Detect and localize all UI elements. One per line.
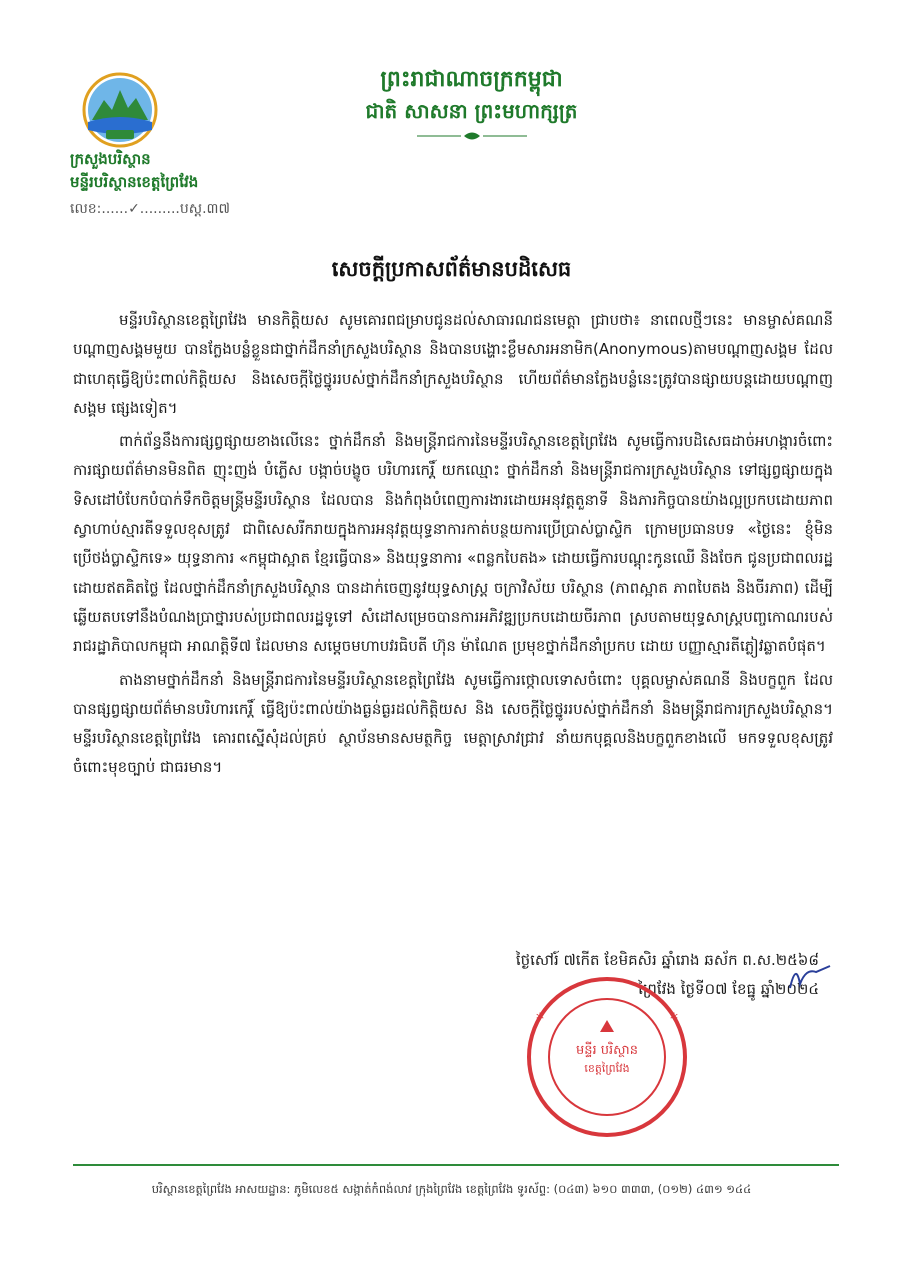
paragraph-1: មន្ទីរបរិស្ថានខេត្តព្រៃវែង មានកិត្តិយស សូមគោរពជម្រាបជូនដល់សាធារណជនមេត្តា ជ្រាបថា៖ នាពេលថ្មីៗនេះ មានម្ចាស់គណនីបណ្តាញសង្គមមួយ បានក្លែងបន្លំខ្លួនជាថ្នាក់ដឹកនាំក្រសួងបរិស្ថាន និងបានបង្ហោះខ្លឹមសារអនាមិក(Anonymous)តាមបណ្តាញសង្គម ដែលជាហេតុធ្វើឱ្យប៉ះពាល់កិត្តិយស និងសេចក្តីថ្លៃថ្នូររបស់ថ្នាក់ដឹកនាំក្រសួងបរិស្ថាន ហើយព័ត៌មានក្លែងបន្លំនេះត្រូវបានផ្សាយបន្តដោយបណ្តាញសង្គម ផ្សេងទៀត។	[73, 311, 833, 417]
ministry-name: ក្រសួងបរិស្ថាន	[70, 150, 151, 168]
footer-address: បរិស្ថានខេត្តព្រៃវែង អាសយដ្ឋាន: ភូមិលេខ៥ សង្កាត់កំពង់លាវ ក្រុងព្រៃវែង ខេត្តព្រៃវែង ទូរស័ព្ទ: (០៤៣) ៦១០ ៣៣៣, (០១២) ៤៣១ ១៤៤	[151, 1182, 752, 1196]
seal-text-mid: ខេត្តព្រៃវែង	[584, 1062, 630, 1075]
lunar-date: ថ្ងៃសៅរ៍ ៧កើត ខែមិគសិរ ឆ្នាំរោង ឆស័ក ព.ស.២៥៦៨	[515, 951, 819, 969]
kingdom-name: ព្រះរាជាណាចក្រកម្ពុជា	[380, 67, 563, 92]
department-name: មន្ទីរបរិស្ថានខេត្តព្រៃវែង	[70, 173, 199, 191]
paragraph-2: ពាក់ព័ន្ធនឹងការផ្សព្វផ្សាយខាងលើនេះ ថ្នាក់ដឹកនាំ និងមន្ត្រីរាជការនៃមន្ទីរបរិស្ថានខេត្តព្រៃវែង សូមធ្វើការបដិសេធដាច់អហង្ការចំពោះការផ្សាយព័ត៌មានមិនពិត ញុះញង់ បំភ្លើស បង្កាច់បង្ខូច បរិហារកេរ្តិ៍ យកឈ្មោះ ថ្នាក់ដឹកនាំ និងមន្ត្រីរាជការក្រសួងបរិស្ថាន ទៅផ្សព្វផ្សាយក្នុងទិសដៅបំបែកបំបាក់ទឹកចិត្តមន្ត្រីមន្ទីរបរិស្ថាន ដែលបាន និងកំពុងបំពេញការងារដោយអនុវត្តតួនាទី និងភារកិច្ចបានយ៉ាងល្អប្រកបដោយភាពស្វាហាប់ស្មារតីទទួលខុសត្រូវ ជាពិសេសរីករាយក្នុងការអនុវត្តយុទ្ធនាការកាត់បន្ថយការប្រើប្រាស់ប្លាស្ទិក ក្រោមប្រធានបទ «ថ្ងៃនេះ ខ្ញុំមិនប្រើថង់ប្លាស្ទិកទេ» យុទ្ធនាការ «កម្ពុជាស្អាត ខ្មែរធ្វើបាន» និងយុទ្ធនាការ «ពន្លកបៃតង» ដោយធ្វើការបណ្តុះកូនឈើ និងចែក ជូនប្រជាពលរដ្ឋដោយឥតគិតថ្លៃ ដែលថ្នាក់ដឹកនាំក្រសួងបរិស្ថាន បានដាក់ចេញនូវយុទ្ធសាស្ត្រ ចក្រាវិស័យ បរិស្ថាន (ភាពស្អាត ភាពបៃតង និងចីរភាព) ដើម្បីឆ្លើយតបទៅនឹងបំណងប្រាថ្នារបស់ប្រជាពលរដ្ឋទូទៅ សំដៅសម្រេចបានការអភិវឌ្ឍប្រកបដោយចីរភាព ស្របតាមយុទ្ធសាស្ត្របញ្ចកោណរបស់រាជរដ្ឋាភិបាលកម្ពុជា អាណត្តិទី៧ ដែលមាន សម្តេចមហាបវរធិបតី ហ៊ុន ម៉ាណែត ប្រមុខថ្នាក់ដឹកនាំប្រកប ដោយ បញ្ញាស្មារតីភ្លៀវឆ្លាតបំផុត។	[73, 432, 833, 656]
seal-text-top: មន្ទីរ បរិស្ថាន	[576, 1043, 638, 1058]
reference-number: លេខ:......✓.........បស្ត.៣៧	[70, 201, 230, 217]
solar-date: ព្រៃវែង ថ្ងៃទី០៧ ខែធ្នូ ឆ្នាំ២០២៤	[638, 980, 819, 998]
signature	[786, 958, 836, 994]
document-body	[73, 306, 833, 783]
paragraph-3: តាងនាមថ្នាក់ដឹកនាំ និងមន្ត្រីរាជការនៃមន្ទីរបរិស្ថានខេត្តព្រៃវែង សូមធ្វើការថ្កោលទោសចំពោះ បុគ្គលម្ចាស់គណនី និងបក្ខពួក ដែលបានផ្សព្វផ្សាយព័ត៌មានបរិហារកេរ្តិ៍ ធ្វើឱ្យប៉ះពាល់យ៉ាងធ្ងន់ធ្ងរដល់កិត្តិយស និង សេចក្តីថ្លៃថ្នូររបស់ថ្នាក់ដឹកនាំ និងមន្ត្រីរាជការក្រសួងបរិស្ថាន។ មន្ទីរបរិស្ថានខេត្តព្រៃវែង គោរពស្នើសុំដល់គ្រប់ ស្ថាប័នមានសមត្ថកិច្ច មេត្តាស្រាវជ្រាវ នាំយកបុគ្គលនិងបក្ខពួកខាងលើ មកទទួលខុសត្រូវចំពោះមុខច្បាប់ ជាធរមាន។	[73, 670, 833, 777]
document-title: សេចក្តីប្រកាសព័ត៌មានបដិសេធ	[331, 257, 572, 281]
divider-ornament	[417, 130, 527, 142]
kingdom-motto	[0, 64, 903, 142]
svg-text:*: *	[670, 1009, 678, 1028]
footer-divider	[73, 1164, 839, 1166]
nation-religion-king: ជាតិ សាសនា ព្រះមហាក្សត្រ	[365, 99, 578, 123]
svg-text:*: *	[536, 1009, 544, 1028]
official-seal	[522, 972, 692, 1142]
ministry-header	[70, 148, 198, 194]
